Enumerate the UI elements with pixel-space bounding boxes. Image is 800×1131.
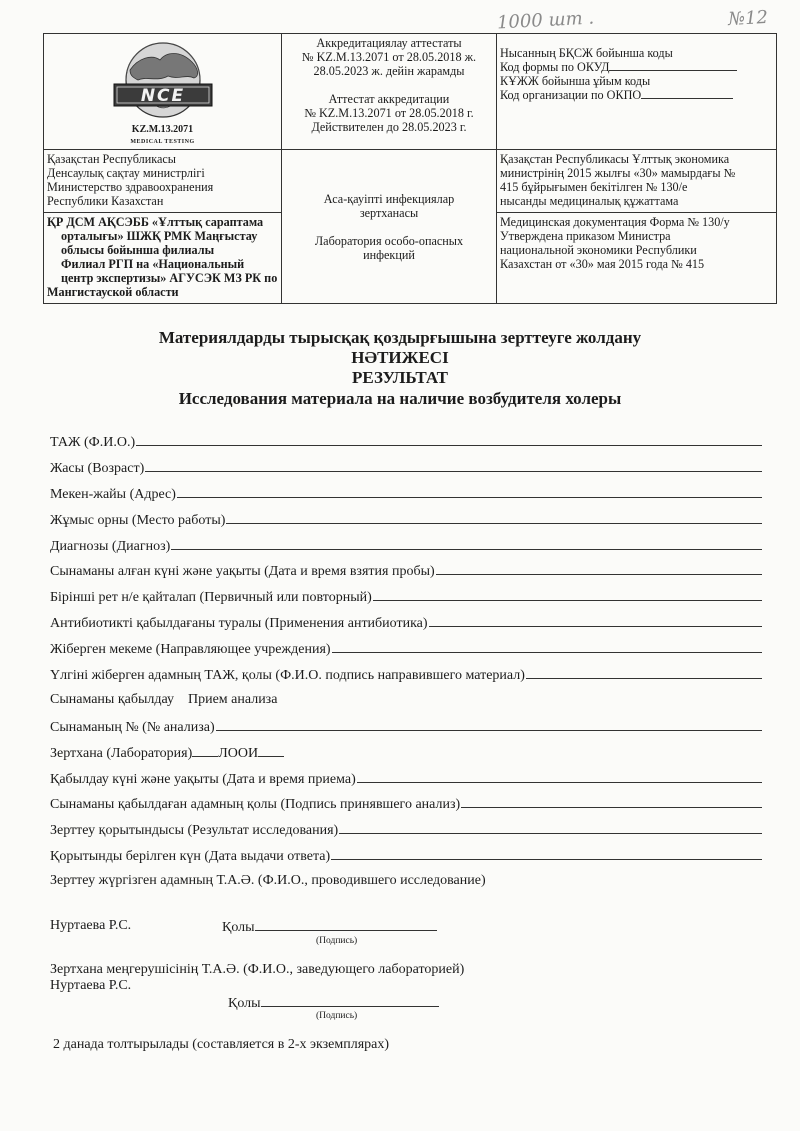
field-label: Жұмыс орны (Место работы)	[50, 512, 226, 528]
field-label: Сынаманы алған күні және уақыты (Дата и время взятия пробы)	[50, 564, 435, 580]
document-title-result-ru: РЕЗУЛЬТАТ	[352, 368, 448, 387]
laboratory-value: ЛООИ	[218, 745, 259, 761]
handwritten-note-number: №12	[727, 6, 769, 31]
sample-number-input-line[interactable]	[216, 718, 762, 731]
field-sample-reception-heading	[50, 692, 762, 718]
logo-subtitle: MEDICAL TESTING	[130, 139, 195, 145]
signature-caption: (Подпись)	[316, 936, 358, 946]
fio-input-line[interactable]	[136, 433, 762, 446]
result-input-line[interactable]	[339, 821, 762, 834]
lab-head-signature	[228, 994, 439, 1012]
approval-ru-line: Казахстан от «30» мая 2015 года № 415	[500, 257, 705, 271]
field-label: Сынаманың № (№ анализа)	[50, 719, 215, 735]
primary-repeat-input-line[interactable]	[373, 588, 762, 601]
signature-caption: (Подпись)	[316, 1011, 358, 1021]
copies-note: 2 данада толтырылады (составляется в 2-х экземплярах)	[53, 1037, 390, 1052]
lab-head-name: Нуртаева Р.С.	[50, 978, 132, 993]
lab-name-cell	[282, 150, 497, 304]
response-date-input-line[interactable]	[331, 847, 762, 860]
approval-kz-cell	[497, 150, 777, 213]
lab-name-line: зертханасы	[359, 205, 419, 220]
approval-kz-line: нысанды медициналық құжаттама	[500, 194, 679, 208]
field-label: ТАЖ (Ф.И.О.)	[50, 435, 136, 450]
okpo-blank[interactable]	[641, 88, 733, 99]
field-label: Зерттеу қорытындысы (Результат исследования)	[50, 823, 339, 839]
accreditation-code: KZ.M.13.2071	[131, 124, 194, 135]
field-label: Диагнозы (Диагноз)	[50, 538, 171, 554]
receiver-signature-input-line[interactable]	[461, 795, 762, 808]
accreditation-line: № KZ.M.13.2071 от 28.05.2018 г.	[304, 106, 474, 120]
workplace-input-line[interactable]	[226, 511, 762, 524]
field-label: Жасы (Возраст)	[50, 460, 145, 476]
field-address	[50, 485, 762, 511]
lab-name-line: Лаборатория особо-опасных	[314, 233, 464, 248]
lab-name-line: Аса-қауіпті инфекциялар	[323, 191, 455, 206]
field-primary-repeat	[50, 588, 762, 614]
field-sample-number	[50, 718, 762, 744]
field-fio	[50, 433, 762, 459]
branch-line: Мангистауской области	[47, 285, 179, 299]
form-code-okpo-kz: КҰЖЖ бойынша ұйым коды	[500, 74, 651, 88]
form-codes-cell	[497, 34, 777, 150]
accreditation-line: Действителен до 28.05.2023 г.	[311, 120, 467, 134]
lab-head-label: Зертхана меңгерушісінің Т.А.Ә. (Ф.И.О., заведующего лабораторией)	[50, 962, 465, 977]
branch-line: центр экспертизы» АГУСЭК МЗ РК по	[61, 271, 278, 285]
field-response-date	[50, 847, 762, 873]
document-title-kz: Материялдарды тырысқақ қоздырғышына зерттеуге жолдану	[158, 328, 642, 347]
accreditation-line: Аттестат аккредитации	[328, 92, 450, 106]
underline-after	[258, 744, 284, 757]
accreditation-cell	[282, 34, 497, 150]
header-table	[43, 33, 777, 304]
lab-name-line: инфекций	[363, 247, 415, 262]
approval-kz-line: Қазақстан Республикасы Ұлттық экономика	[500, 152, 730, 166]
accreditation-line: Аккредитациялау аттестаты	[316, 36, 462, 50]
logo-cell	[44, 34, 282, 150]
approval-ru-cell	[497, 213, 777, 304]
age-input-line[interactable]	[145, 459, 762, 472]
approval-ru-line: национальной экономики Республики	[500, 243, 697, 257]
form-code-okud: Код формы по ОКУД	[500, 60, 610, 74]
ministry-line: Министерство здравоохранения	[47, 180, 214, 194]
field-referring-institution	[50, 640, 762, 666]
researcher-signature	[222, 918, 437, 936]
field-sender-signature	[50, 666, 762, 692]
researcher-signature-line[interactable]	[255, 918, 437, 931]
ministry-line: Денсаулық сақтау министрлігі	[47, 166, 205, 180]
form-code-okpo: Код организации по ОКПО	[500, 88, 642, 102]
diagnosis-input-line[interactable]	[171, 537, 762, 550]
field-label: Антибиотикті қабылдағаны туралы (Применения антибиотика)	[50, 616, 428, 632]
field-label: Қабылдау күні және уақыты (Дата и время приема)	[50, 771, 356, 787]
field-antibiotics	[50, 614, 762, 640]
approval-ru-line: Утверждена приказом Министра	[500, 229, 671, 243]
reception-date-input-line[interactable]	[357, 770, 762, 783]
field-label: Үлгіні жіберген адамның ТАЖ, қолы (Ф.И.О. подпись направившего материал)	[50, 668, 525, 684]
signature-label: Қолы	[222, 920, 255, 935]
form-fields	[50, 433, 762, 899]
form-code-okud-kz: Нысанның БҚСЖ бойынша коды	[500, 46, 673, 60]
field-label: Сынаманы қабылдаған адамның қолы (Подпись принявшего анализ)	[50, 797, 461, 813]
field-reception-date	[50, 770, 762, 796]
field-workplace	[50, 511, 762, 537]
underline-before	[192, 744, 218, 757]
antibiotics-input-line[interactable]	[429, 614, 762, 627]
address-input-line[interactable]	[177, 485, 762, 498]
field-researcher	[50, 873, 762, 899]
document-title-ru: Исследования материала на наличие возбудителя холеры	[178, 389, 622, 408]
field-label: Зерттеу жүргізген адамның Т.А.Ә. (Ф.И.О., проводившего исследование)	[50, 873, 486, 889]
field-age	[50, 459, 762, 485]
field-label: Қорытынды берілген күн (Дата выдачи ответа)	[50, 849, 331, 865]
referring-institution-input-line[interactable]	[332, 640, 762, 653]
branch-line: орталығы» ШЖҚ РМК Маңғыстау	[61, 229, 258, 243]
field-label: Бірінші рет н/е қайталап (Первичный или повторный)	[50, 590, 372, 606]
researcher-name: Нуртаева Р.С.	[50, 918, 132, 933]
handwritten-note-quantity: 1000 шт .	[496, 7, 595, 34]
ministry-cell	[44, 150, 282, 213]
nce-globe-logo-icon	[108, 40, 218, 124]
sender-signature-input-line[interactable]	[526, 666, 762, 679]
approval-kz-line: министрінің 2015 жылғы «30» мамырдағы №	[500, 166, 736, 180]
field-diagnosis	[50, 537, 762, 563]
field-label: Зертхана (Лаборатория)	[50, 745, 193, 761]
accreditation-line: № KZ.M.13.2071 от 28.05.2018 ж.	[301, 50, 477, 64]
sample-date-input-line[interactable]	[436, 562, 762, 575]
branch-cell	[44, 213, 282, 304]
okud-blank[interactable]	[609, 60, 737, 71]
approval-ru-line: Медицинская документация Форма № 130/у	[500, 215, 730, 229]
field-label: Мекен-жайы (Адрес)	[50, 486, 176, 502]
lab-head-signature-line[interactable]	[261, 994, 439, 1007]
field-laboratory	[50, 744, 762, 770]
field-receiver-signature	[50, 795, 762, 821]
document-title-result-kz: НӘТИЖЕСІ	[351, 348, 449, 367]
branch-line: облысы бойынша филиалы	[61, 243, 215, 257]
field-result	[50, 821, 762, 847]
field-label: Жіберген мекеме (Направляющее учреждения)	[50, 642, 331, 658]
ministry-line: Қазақстан Республикасы	[47, 152, 176, 166]
signature-label: Қолы	[228, 996, 261, 1011]
ministry-line: Республики Казахстан	[47, 194, 164, 208]
approval-kz-line: 415 бұйрығымен бекітілген № 130/е	[500, 180, 688, 194]
logo-letters: NCE	[140, 86, 185, 106]
branch-line: ҚР ДСМ АҚСЭББ «Ұлттық сараптама	[47, 215, 264, 229]
branch-line: Филиал РГП на «Национальный	[61, 257, 245, 271]
accreditation-line: 28.05.2023 ж. дейін жарамды	[313, 64, 465, 78]
section-label: Сынаманы қабылдау Прием анализа	[50, 691, 278, 707]
field-sample-date	[50, 562, 762, 588]
